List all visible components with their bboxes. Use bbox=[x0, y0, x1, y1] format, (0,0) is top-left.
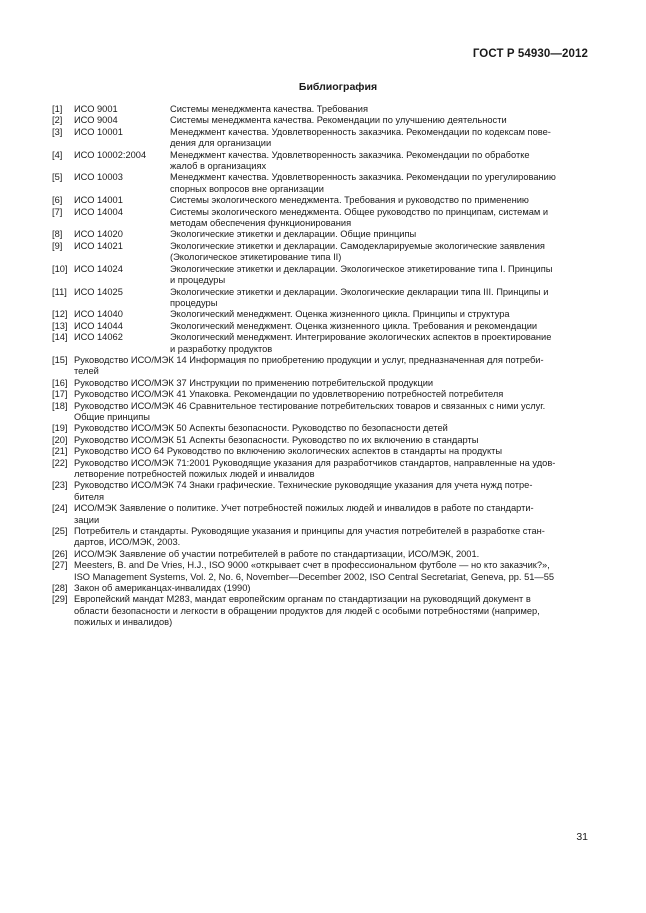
entry-number: [11] bbox=[52, 286, 67, 297]
entry-code: ИСО 14020 bbox=[74, 229, 123, 240]
entry-number: [15] bbox=[52, 354, 68, 365]
bibliography-entry bbox=[52, 127, 588, 150]
entry-text-line: бителя bbox=[74, 491, 104, 502]
entry-text-line: дартов, ИСО/МЭК, 2003. bbox=[74, 537, 181, 548]
entry-number: [8] bbox=[52, 229, 63, 240]
entry-number: [9] bbox=[52, 240, 63, 251]
entry-text-line: зации bbox=[74, 514, 100, 525]
entry-text bbox=[74, 583, 588, 594]
entry-number: [29] bbox=[52, 594, 68, 605]
entry-number: [3] bbox=[52, 126, 63, 137]
entry-text-line: Экологические этикетки и декларации. Общие принципы bbox=[170, 229, 417, 240]
entry-number: [13] bbox=[52, 320, 68, 331]
bibliography-entry bbox=[52, 195, 588, 206]
entry-number: [10] bbox=[52, 263, 68, 274]
entry-number: [7] bbox=[52, 206, 63, 217]
entry-text-line: пожилых и инвалидов) bbox=[74, 617, 173, 628]
entry-text bbox=[170, 104, 588, 115]
entry-text bbox=[170, 127, 588, 150]
entry-number: [21] bbox=[52, 446, 68, 457]
bibliography-entry bbox=[52, 309, 588, 320]
entry-text bbox=[74, 480, 588, 503]
bibliography-entry bbox=[52, 458, 588, 481]
entry-number: [18] bbox=[52, 400, 68, 411]
entry-text bbox=[74, 435, 588, 446]
bibliography-entry bbox=[52, 594, 588, 628]
entry-text-line: Руководство ИСО/МЭК 51 Аспекты безопасности. Руководство по их включению в стандарты bbox=[74, 434, 479, 445]
entry-text-line: жалоб в организациях bbox=[170, 161, 267, 172]
bibliography-list bbox=[52, 104, 588, 629]
entry-text-line: и разработку продуктов bbox=[170, 343, 273, 354]
entry-code: ИСО 14024 bbox=[74, 263, 123, 274]
bibliography-entry bbox=[52, 423, 588, 434]
entry-text-line: Экологический менеджмент. Оценка жизненного цикла. Требования и рекомендации bbox=[170, 320, 538, 331]
entry-text-line: Экологический менеджмент. Оценка жизненного цикла. Принципы и структура bbox=[170, 309, 510, 320]
entry-number: [27] bbox=[52, 560, 68, 571]
bibliography-entry bbox=[52, 229, 588, 240]
entry-text-line: Системы экологического менеджмента. Требования и руководство по применению bbox=[170, 195, 529, 206]
entry-code: ИСО 14001 bbox=[74, 195, 123, 206]
entry-text bbox=[74, 446, 588, 457]
entry-number: [5] bbox=[52, 172, 63, 183]
entry-number: [4] bbox=[52, 149, 63, 160]
entry-text-line: Meesters, B. and De Vries, H.J., ISO 9000 «открывает счет в профессиональном футболе — но кто заказчик?», bbox=[74, 560, 550, 571]
bibliography-entry bbox=[52, 503, 588, 526]
entry-text bbox=[170, 309, 588, 320]
entry-number: [1] bbox=[52, 104, 63, 114]
entry-text-line: Европейский мандат М283, мандат европейским органам по стандартизации на руководящий документ в bbox=[74, 594, 531, 605]
entry-text bbox=[74, 355, 588, 378]
entry-text-line: Руководство ИСО/МЭК 50 Аспекты безопасности. Руководство по безопасности детей bbox=[74, 423, 448, 434]
entry-number: [6] bbox=[52, 195, 63, 206]
bibliography-entry bbox=[52, 401, 588, 424]
entry-text-line: Экологический менеджмент. Интегрирование экологических аспектов в проектирование bbox=[170, 332, 552, 343]
entry-text bbox=[74, 503, 588, 526]
entry-text-line: Руководство ИСО/МЭК 14 Информация по приобретению продукции и услуг, предназначенная для потреби- bbox=[74, 354, 544, 365]
entry-text-line: Менеджмент качества. Удовлетворенность заказчика. Рекомендации по обработке bbox=[170, 149, 530, 160]
entry-text bbox=[170, 207, 588, 230]
entry-text-line: ИСО/МЭК Заявление об участии потребителей в работе по стандартизации, ИСО/МЭК, 2001. bbox=[74, 548, 480, 559]
bibliography-entry bbox=[52, 583, 588, 594]
document-code: ГОСТ Р 54930—2012 bbox=[472, 48, 588, 60]
entry-text-line: Потребитель и стандарты. Руководящие указания и принципы для участия потребителей в разработке стан- bbox=[74, 526, 545, 537]
entry-text-line: Экологические этикетки и декларации. Самодекларируемые экологические заявления bbox=[170, 240, 545, 251]
entry-number: [19] bbox=[52, 423, 68, 434]
entry-text-line: и процедуры bbox=[170, 275, 226, 286]
entry-text-line: дения для организации bbox=[170, 138, 272, 149]
entry-number: [2] bbox=[52, 115, 63, 126]
entry-text bbox=[170, 332, 588, 355]
entry-number: [16] bbox=[52, 377, 68, 388]
entry-text-line: телей bbox=[74, 366, 99, 377]
bibliography-entry bbox=[52, 435, 588, 446]
entry-text bbox=[170, 115, 588, 126]
entry-text-line: ИСО/МЭК Заявление о политике. Учет потребностей пожилых людей и инвалидов в работе по стандарти- bbox=[74, 503, 534, 514]
entry-text bbox=[74, 389, 588, 400]
entry-text bbox=[74, 401, 588, 424]
entry-code: ИСО 14040 bbox=[74, 309, 123, 320]
bibliography-entry bbox=[52, 332, 588, 355]
bibliography-entry bbox=[52, 172, 588, 195]
entry-text-line: Системы менеджмента качества. Рекомендации по улучшению деятельности bbox=[170, 115, 507, 126]
bibliography-entry bbox=[52, 389, 588, 400]
entry-text bbox=[74, 594, 588, 628]
entry-code: ИСО 14025 bbox=[74, 286, 123, 297]
bibliography-entry bbox=[52, 526, 588, 549]
entry-text-line: Системы менеджмента качества. Требования bbox=[170, 104, 369, 114]
entry-number: [23] bbox=[52, 480, 68, 491]
bibliography-entry bbox=[52, 287, 588, 310]
entry-code: ИСО 10002:2004 bbox=[74, 149, 147, 160]
entry-text-line: Системы экологического менеджмента. Общее руководство по принципам, системам и bbox=[170, 206, 549, 217]
entry-text-line: Руководство ИСО 64 Руководство по включению экологических аспектов в стандарты на продукты bbox=[74, 446, 503, 457]
entry-text bbox=[170, 172, 588, 195]
entry-code: ИСО 9001 bbox=[74, 104, 118, 114]
entry-text-line: спорных вопросов вне организации bbox=[170, 183, 324, 194]
entry-text-line: Руководство ИСО/МЭК 46 Сравнительное тестирование потребительских товаров и связанных с ними услуг. bbox=[74, 400, 546, 411]
entry-number: [22] bbox=[52, 457, 68, 468]
entry-code: ИСО 14004 bbox=[74, 206, 123, 217]
bibliography-entry bbox=[52, 207, 588, 230]
bibliography-entry bbox=[52, 104, 588, 115]
entry-code: ИСО 10001 bbox=[74, 126, 123, 137]
entry-text-line: Экологические этикетки и декларации. Экологическое этикетирование типа I. Принципы bbox=[170, 263, 553, 274]
entry-text bbox=[74, 378, 588, 389]
page-title: Библиография bbox=[298, 81, 378, 93]
entry-code: ИСО 10003 bbox=[74, 172, 123, 183]
bibliography-entry bbox=[52, 150, 588, 173]
entry-text bbox=[170, 321, 588, 332]
entry-text-line: Экологические этикетки и декларации. Экологические декларации типа III. Принципы и bbox=[170, 286, 549, 297]
entry-number: [17] bbox=[52, 389, 68, 400]
entry-code: ИСО 14044 bbox=[74, 320, 123, 331]
entry-text bbox=[74, 526, 588, 549]
entry-number: [20] bbox=[52, 434, 68, 445]
entry-text bbox=[170, 229, 588, 240]
entry-number: [25] bbox=[52, 526, 68, 537]
bibliography-entry bbox=[52, 241, 588, 264]
bibliography-entry bbox=[52, 549, 588, 560]
entry-text bbox=[74, 560, 588, 583]
entry-text bbox=[74, 423, 588, 434]
bibliography-entry bbox=[52, 264, 588, 287]
entry-text-line: Менеджмент качества. Удовлетворенность заказчика. Рекомендации по урегулированию bbox=[170, 172, 556, 183]
entry-number: [28] bbox=[52, 583, 68, 594]
entry-text-line: ISO Management Systems, Vol. 2, No. 6, November—December 2002, ISO Central Secretariat, Geneva, pp. 51—55 bbox=[74, 571, 555, 582]
entry-text-line: Руководство ИСО/МЭК 74 Знаки графические. Технические руководящие указания для учета нужд потре- bbox=[74, 480, 533, 491]
entry-code: ИСО 14021 bbox=[74, 240, 123, 251]
bibliography-entry bbox=[52, 378, 588, 389]
page-number: 31 bbox=[576, 831, 588, 843]
entry-number: [26] bbox=[52, 548, 68, 559]
entry-text-line: методам обеспечения функционирования bbox=[170, 218, 352, 229]
entry-text-line: Менеджмент качества. Удовлетворенность заказчика. Рекомендации по кодексам пове- bbox=[170, 126, 551, 137]
entry-text-line: процедуры bbox=[170, 297, 218, 308]
bibliography-entry bbox=[52, 560, 588, 583]
bibliography-entry bbox=[52, 480, 588, 503]
entry-code: ИСО 14062 bbox=[74, 332, 123, 343]
bibliography-entry bbox=[52, 355, 588, 378]
entry-text-line: (Экологическое этикетирование типа II) bbox=[170, 252, 342, 263]
entry-number: [24] bbox=[52, 503, 68, 514]
entry-text-line: области безопасности и легкости в обращении продуктов для людей с особыми потребностями (например, bbox=[74, 605, 540, 616]
entry-code: ИСО 9004 bbox=[74, 115, 118, 126]
entry-text-line: Общие принципы bbox=[74, 411, 150, 422]
bibliography-entry bbox=[52, 115, 588, 126]
entry-text-line: Руководство ИСО/МЭК 71:2001 Руководящие указания для разработчиков стандартов, направленные на удов- bbox=[74, 457, 556, 468]
entry-text-line: летворение потребностей пожилых людей и инвалидов bbox=[74, 469, 315, 479]
entry-text bbox=[74, 549, 588, 560]
entry-text bbox=[170, 264, 588, 287]
entry-number: [14] bbox=[52, 332, 68, 343]
entry-text-line: Закон об американцах-инвалидах (1990) bbox=[74, 583, 251, 594]
entry-text bbox=[170, 150, 588, 173]
bibliography-entry bbox=[52, 446, 588, 457]
entry-text bbox=[170, 287, 588, 310]
entry-text bbox=[170, 195, 588, 206]
entry-text bbox=[74, 458, 588, 481]
entry-text-line: Руководство ИСО/МЭК 37 Инструкции по применению потребительской продукции bbox=[74, 377, 434, 388]
entry-text bbox=[170, 241, 588, 264]
entry-number: [12] bbox=[52, 309, 68, 320]
entry-text-line: Руководство ИСО/МЭК 41 Упаковка. Рекомендации по удовлетворению потребностей потребителя bbox=[74, 389, 504, 400]
bibliography-entry bbox=[52, 321, 588, 332]
